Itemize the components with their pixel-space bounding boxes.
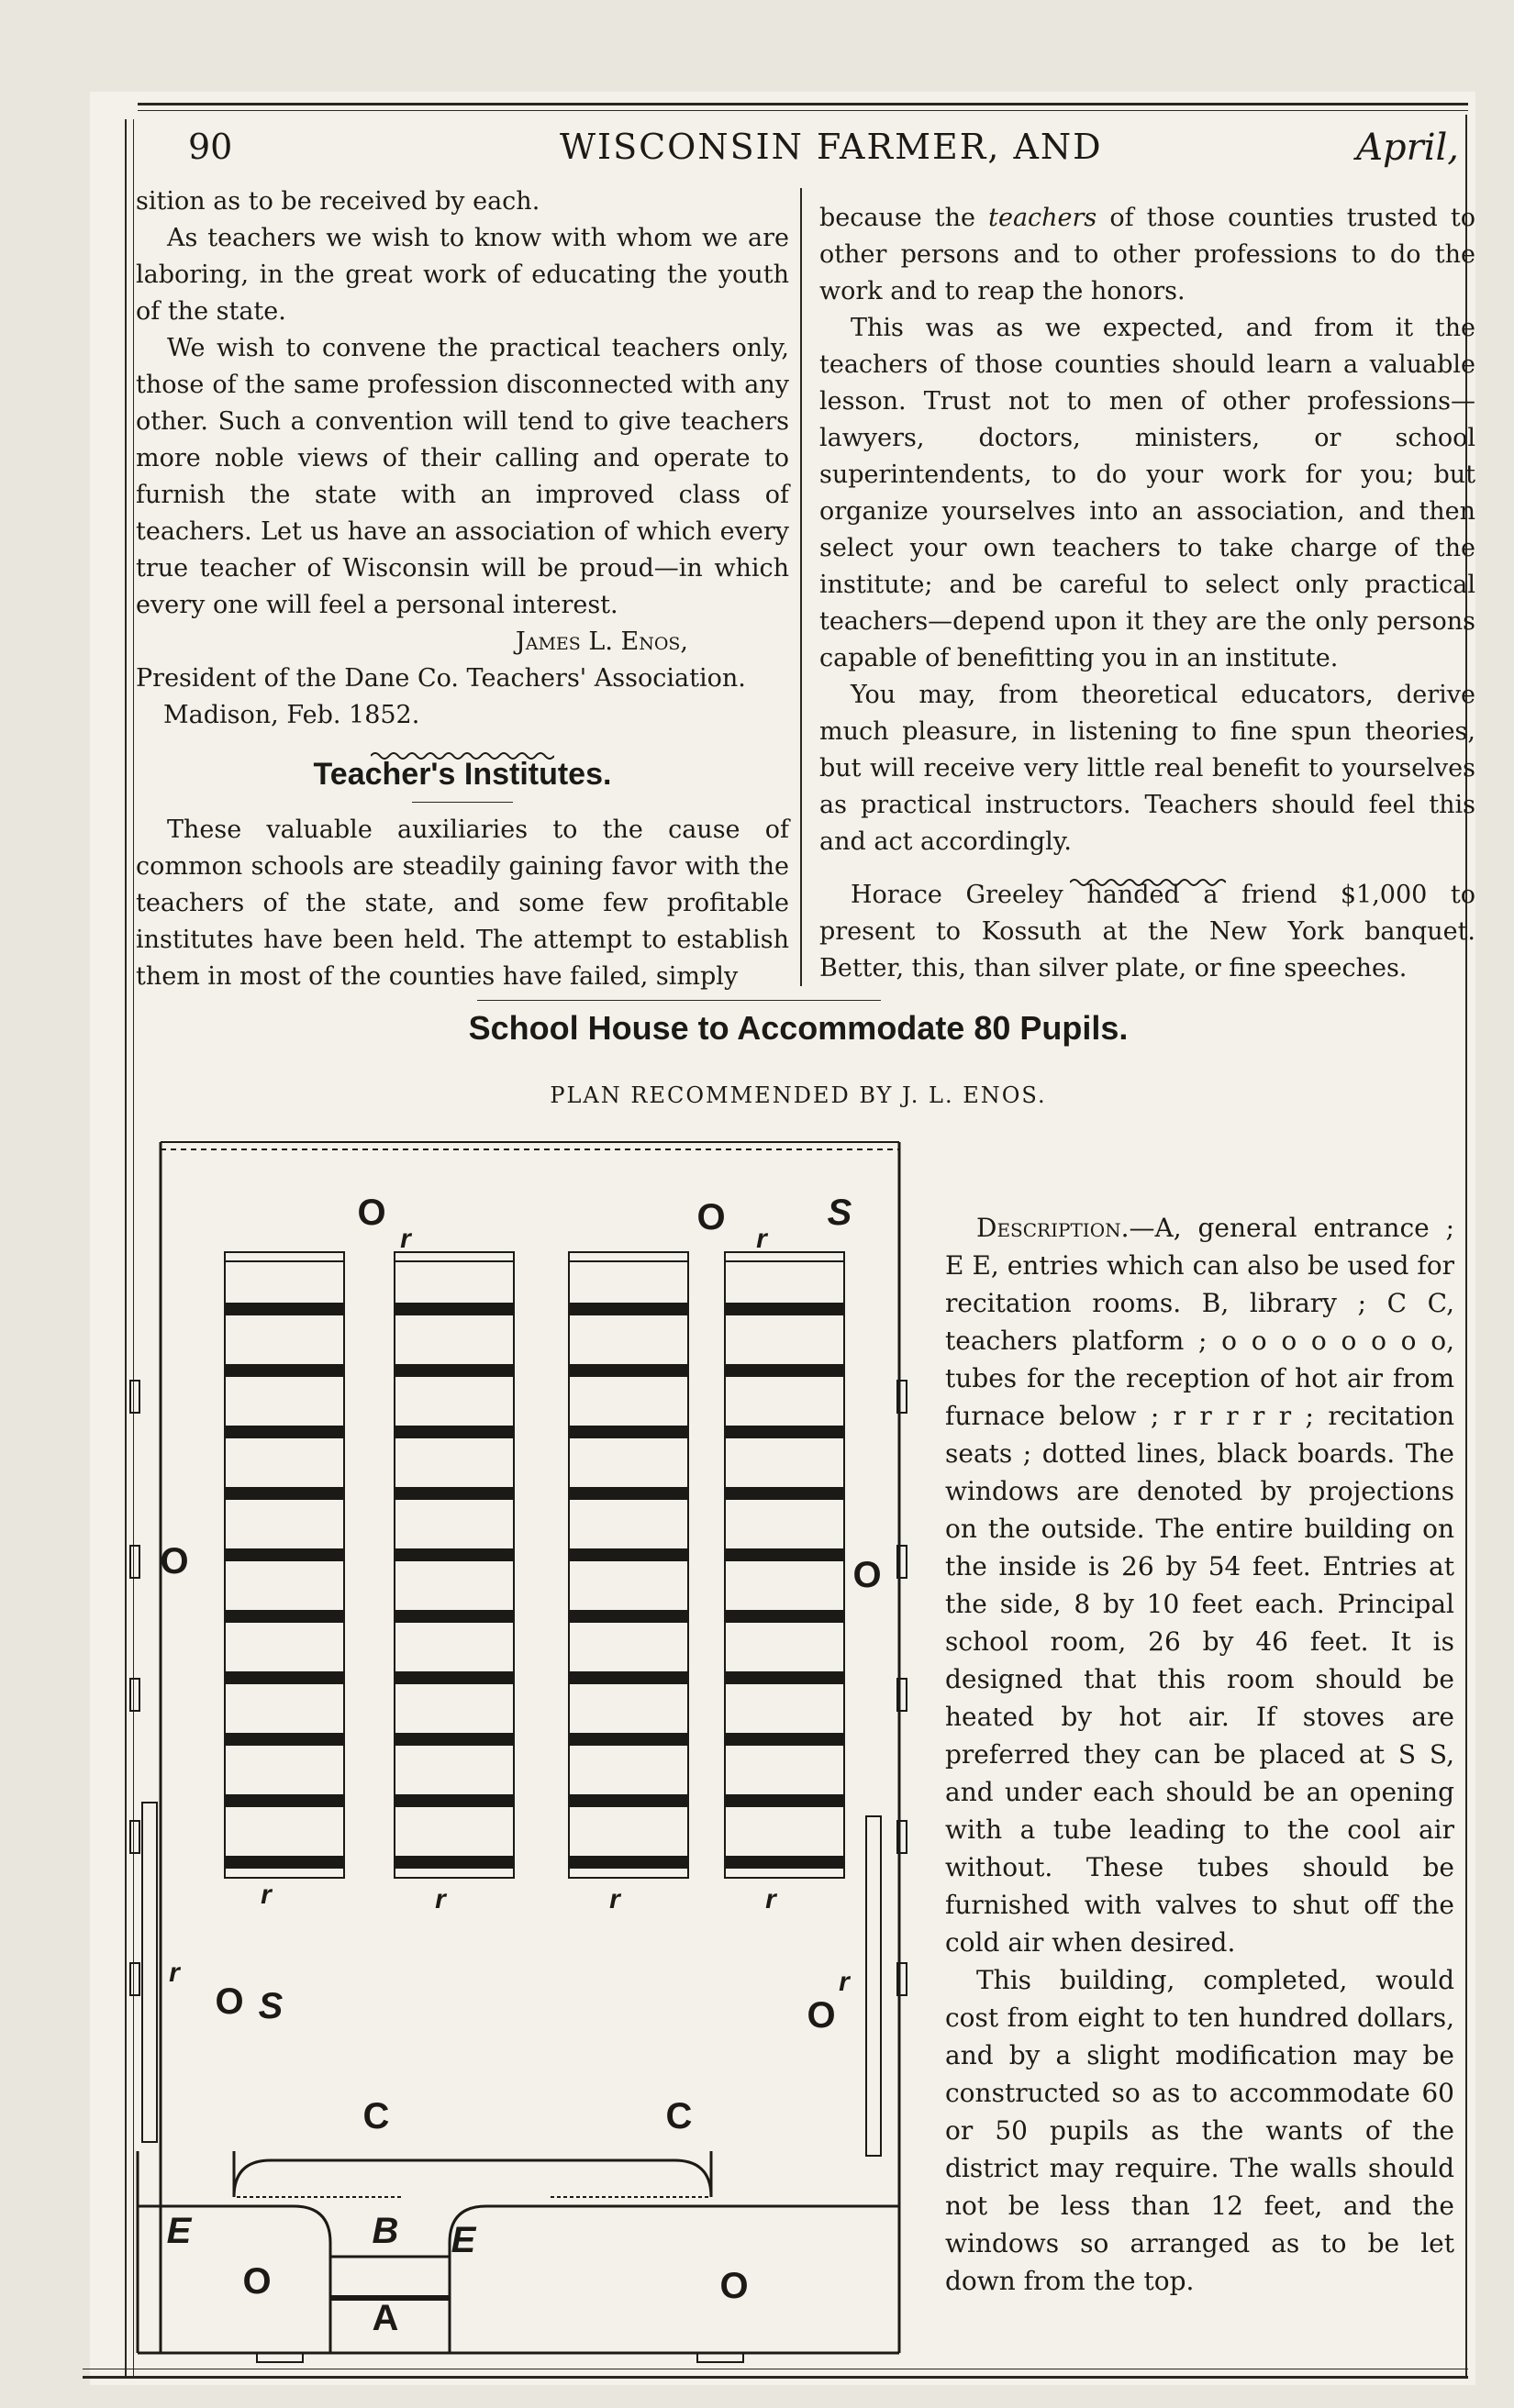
- top-border-rule: [138, 103, 1468, 105]
- section-rule: [412, 802, 513, 803]
- top-border-rule-thin: [138, 110, 1468, 111]
- left-column: [136, 183, 789, 995]
- plan-label-o: O: [696, 1197, 726, 1237]
- plan-label-s: S: [258, 1986, 284, 2026]
- window-projection: [130, 1679, 139, 1711]
- desk-bar: [569, 1856, 688, 1869]
- recitation-seat-side: [142, 1803, 157, 2142]
- desk-blocks: [225, 1252, 844, 1878]
- plan-label-r: r: [169, 1958, 180, 1988]
- column-divider: [800, 188, 802, 986]
- paragraph: Horace Greeley handed a friend $1,000 to present to Kossuth at the New York banquet. Better, this, than silver plate, or fine speeches.: [819, 881, 1475, 982]
- signature-name: James L. Enos,: [515, 627, 688, 656]
- plan-label-e: E: [451, 2220, 476, 2260]
- plan-label-o: O: [807, 1995, 836, 2036]
- plan-label-r: r: [435, 1884, 446, 1914]
- desk-bar: [725, 1733, 844, 1746]
- plan-label-a: A: [372, 2298, 399, 2338]
- desk-bar: [395, 1364, 514, 1377]
- desk-bar: [725, 1364, 844, 1377]
- plan-label-s: S: [827, 1193, 852, 1233]
- paragraph: These valuable auxiliaries to the cause of common schools are steadily gaining favor with the teachers of the state, and some few profitable institutes have been held. The attempt to establish them in most of the counties have failed, simply: [136, 816, 789, 991]
- paragraph: [945, 1209, 1454, 1961]
- plan-label-o: O: [215, 1981, 244, 2022]
- publication-title: WISCONSIN FARMER, AND: [560, 127, 1103, 167]
- window-projection: [130, 1963, 139, 1995]
- right-column: [819, 200, 1475, 987]
- paragraph: You may, from theoretical educators, derive much pleasure, in listening to fine spun theories, but will receive very little real benefit to yourselves as practical instructors. Teachers should feel this and act accordingly.: [819, 681, 1475, 856]
- window-projection: [130, 1821, 139, 1853]
- page-number: 90: [188, 127, 233, 167]
- desk-bar: [395, 1856, 514, 1869]
- paragraph: This was as we expected, and from it the teachers of those counties should learn a valuable lesson. Trust not to men of other professions—lawyers, doctors, ministers, or school superintendents, to do your work for you; but organize yourselves into an association, and then select your own teachers to take charge of the institute; and be careful to select only practical teachers—depend upon it they are the only persons capable of benefitting you in an institute.: [819, 314, 1475, 672]
- plan-label-e: E: [166, 2211, 192, 2251]
- recitation-seat-side: [866, 1816, 881, 2156]
- desk-bar: [225, 1856, 344, 1869]
- desk-bar: [569, 1671, 688, 1684]
- left-border-rule: [125, 119, 127, 2376]
- desk-bar: [225, 1303, 344, 1315]
- desk-bar: [569, 1364, 688, 1377]
- italic-text-run: teachers: [988, 204, 1097, 232]
- plan-label-o: O: [719, 2266, 749, 2306]
- plan-label-r: r: [609, 1884, 620, 1914]
- desk-bar: [725, 1671, 844, 1684]
- window-projection: [130, 1546, 139, 1578]
- text-run: of those counties trusted to other persons and to other professions to do the work and to reap the honors.: [819, 204, 1476, 305]
- desk-bar: [395, 1548, 514, 1561]
- desk-bar: [569, 1303, 688, 1315]
- desk-bar: [395, 1487, 514, 1500]
- desk-bar: [569, 1487, 688, 1500]
- recitation-seat: [395, 1252, 514, 1261]
- desk-bar: [569, 1548, 688, 1561]
- desk-bar: [395, 1733, 514, 1746]
- teachers-platform-outline: [234, 2151, 711, 2197]
- desk-bar: [225, 1548, 344, 1561]
- bottom-border-rule: [83, 2376, 1468, 2379]
- desk-bar: [569, 1794, 688, 1807]
- desk-bar: [395, 1426, 514, 1438]
- plan-label-o: O: [852, 1555, 882, 1595]
- paragraph: As teachers we wish to know with whom we are laboring, in the great work of educating the youth of the state.: [136, 224, 789, 326]
- plan-label-r: r: [400, 1224, 411, 1254]
- desk-bar: [395, 1794, 514, 1807]
- desk-bar: [395, 1303, 514, 1315]
- text-run: because the: [819, 204, 989, 232]
- paragraph: sition as to be received by each.: [136, 187, 540, 216]
- desk-bar: [569, 1610, 688, 1623]
- desk-bar: [225, 1733, 344, 1746]
- plan-label-o: O: [160, 1541, 189, 1581]
- signature-place: Madison, Feb. 1852.: [163, 701, 420, 729]
- desk-bar: [725, 1426, 844, 1438]
- desk-bar: [725, 1856, 844, 1869]
- plan-label-r: r: [261, 1880, 272, 1910]
- recitation-seat: [225, 1252, 344, 1261]
- plan-label-b: B: [372, 2211, 399, 2251]
- desk-bar: [225, 1794, 344, 1807]
- desk-bar: [225, 1610, 344, 1623]
- signature-title: President of the Dane Co. Teachers' Association.: [136, 664, 746, 693]
- plan-label-r: r: [839, 1967, 850, 1997]
- plan-label-c: C: [665, 2096, 693, 2136]
- issue-month: April,: [1356, 127, 1459, 169]
- plan-label-o: O: [242, 2261, 272, 2302]
- description-lead: Description.: [976, 1213, 1130, 1243]
- decorative-wave-rule: [136, 736, 789, 749]
- decorative-wave-rule: [819, 862, 1475, 875]
- desk-bar: [225, 1671, 344, 1684]
- desk-bar: [569, 1426, 688, 1438]
- desk-bar: [725, 1610, 844, 1623]
- page-header: [138, 127, 1459, 182]
- desk-bar: [569, 1733, 688, 1746]
- plan-label-r: r: [765, 1884, 776, 1914]
- desk-bar: [395, 1671, 514, 1684]
- recitation-seat: [569, 1252, 688, 1261]
- text-run: —A, general entrance ; E E, entries which can also be used for recitation rooms. B, library ; C C, teachers platform ; o o o o o o o o, tubes for the reception of hot air from furnace below ; r r r r r ; recitation seats ; dotted lines, black boards. The windows are denoted by projections on the outside. The entire building on the inside is 26 by 54 feet. Entries at the side, 8 by 10 feet each. Principal school room, 26 by 46 feet. It is designed that this room should be heated by hot air. If stoves are preferred they can be placed at S S, and under each should be an opening with a tube leading to the cool air without. These tubes should be furnished with valves to shut off the cold air when desired.: [945, 1213, 1454, 1958]
- desk-bar: [725, 1794, 844, 1807]
- figure-title: School House to Accommodate 80 Pupils.: [468, 1009, 1129, 1047]
- plan-label-r: r: [756, 1224, 767, 1254]
- school-floor-plan: [128, 1133, 927, 2367]
- paragraph: We wish to convene the practical teachers only, those of the same profession disconnected with any other. Such a convention will tend to give teachers more noble views of their calling and operate to furnish the state with an improved class of teachers. Let us have an association of which every true teacher of Wisconsin will be proud—in which every one will feel a personal interest.: [136, 334, 789, 619]
- desk-bar: [725, 1548, 844, 1561]
- plan-description: [945, 1209, 1454, 2300]
- entry-wall-right: [450, 2206, 899, 2353]
- paragraph: This building, completed, would cost from eight to ten hundred dollars, and by a slight modification may be constructed so as to accommodate 60 or 50 pupils as the wants of the district may require. The walls should not be less than 12 feet, and the windows so arranged as to be let down from the top.: [945, 1965, 1454, 2296]
- figure-subtitle: PLAN RECOMMENDED BY J. L. ENOS.: [550, 1082, 1047, 1108]
- plan-label-o: O: [357, 1193, 386, 1233]
- desk-bar: [225, 1364, 344, 1377]
- recitation-seat: [725, 1252, 844, 1261]
- desk-bar: [395, 1610, 514, 1623]
- desk-bar: [225, 1426, 344, 1438]
- window-projection: [130, 1381, 139, 1413]
- plan-label-c: C: [362, 2096, 390, 2136]
- section-title: Teacher's Institutes.: [313, 757, 612, 792]
- paragraph: [819, 200, 1475, 310]
- desk-bar: [725, 1303, 844, 1315]
- desk-bar: [225, 1487, 344, 1500]
- figure-title-rule: [477, 1000, 881, 1001]
- desk-bar: [725, 1487, 844, 1500]
